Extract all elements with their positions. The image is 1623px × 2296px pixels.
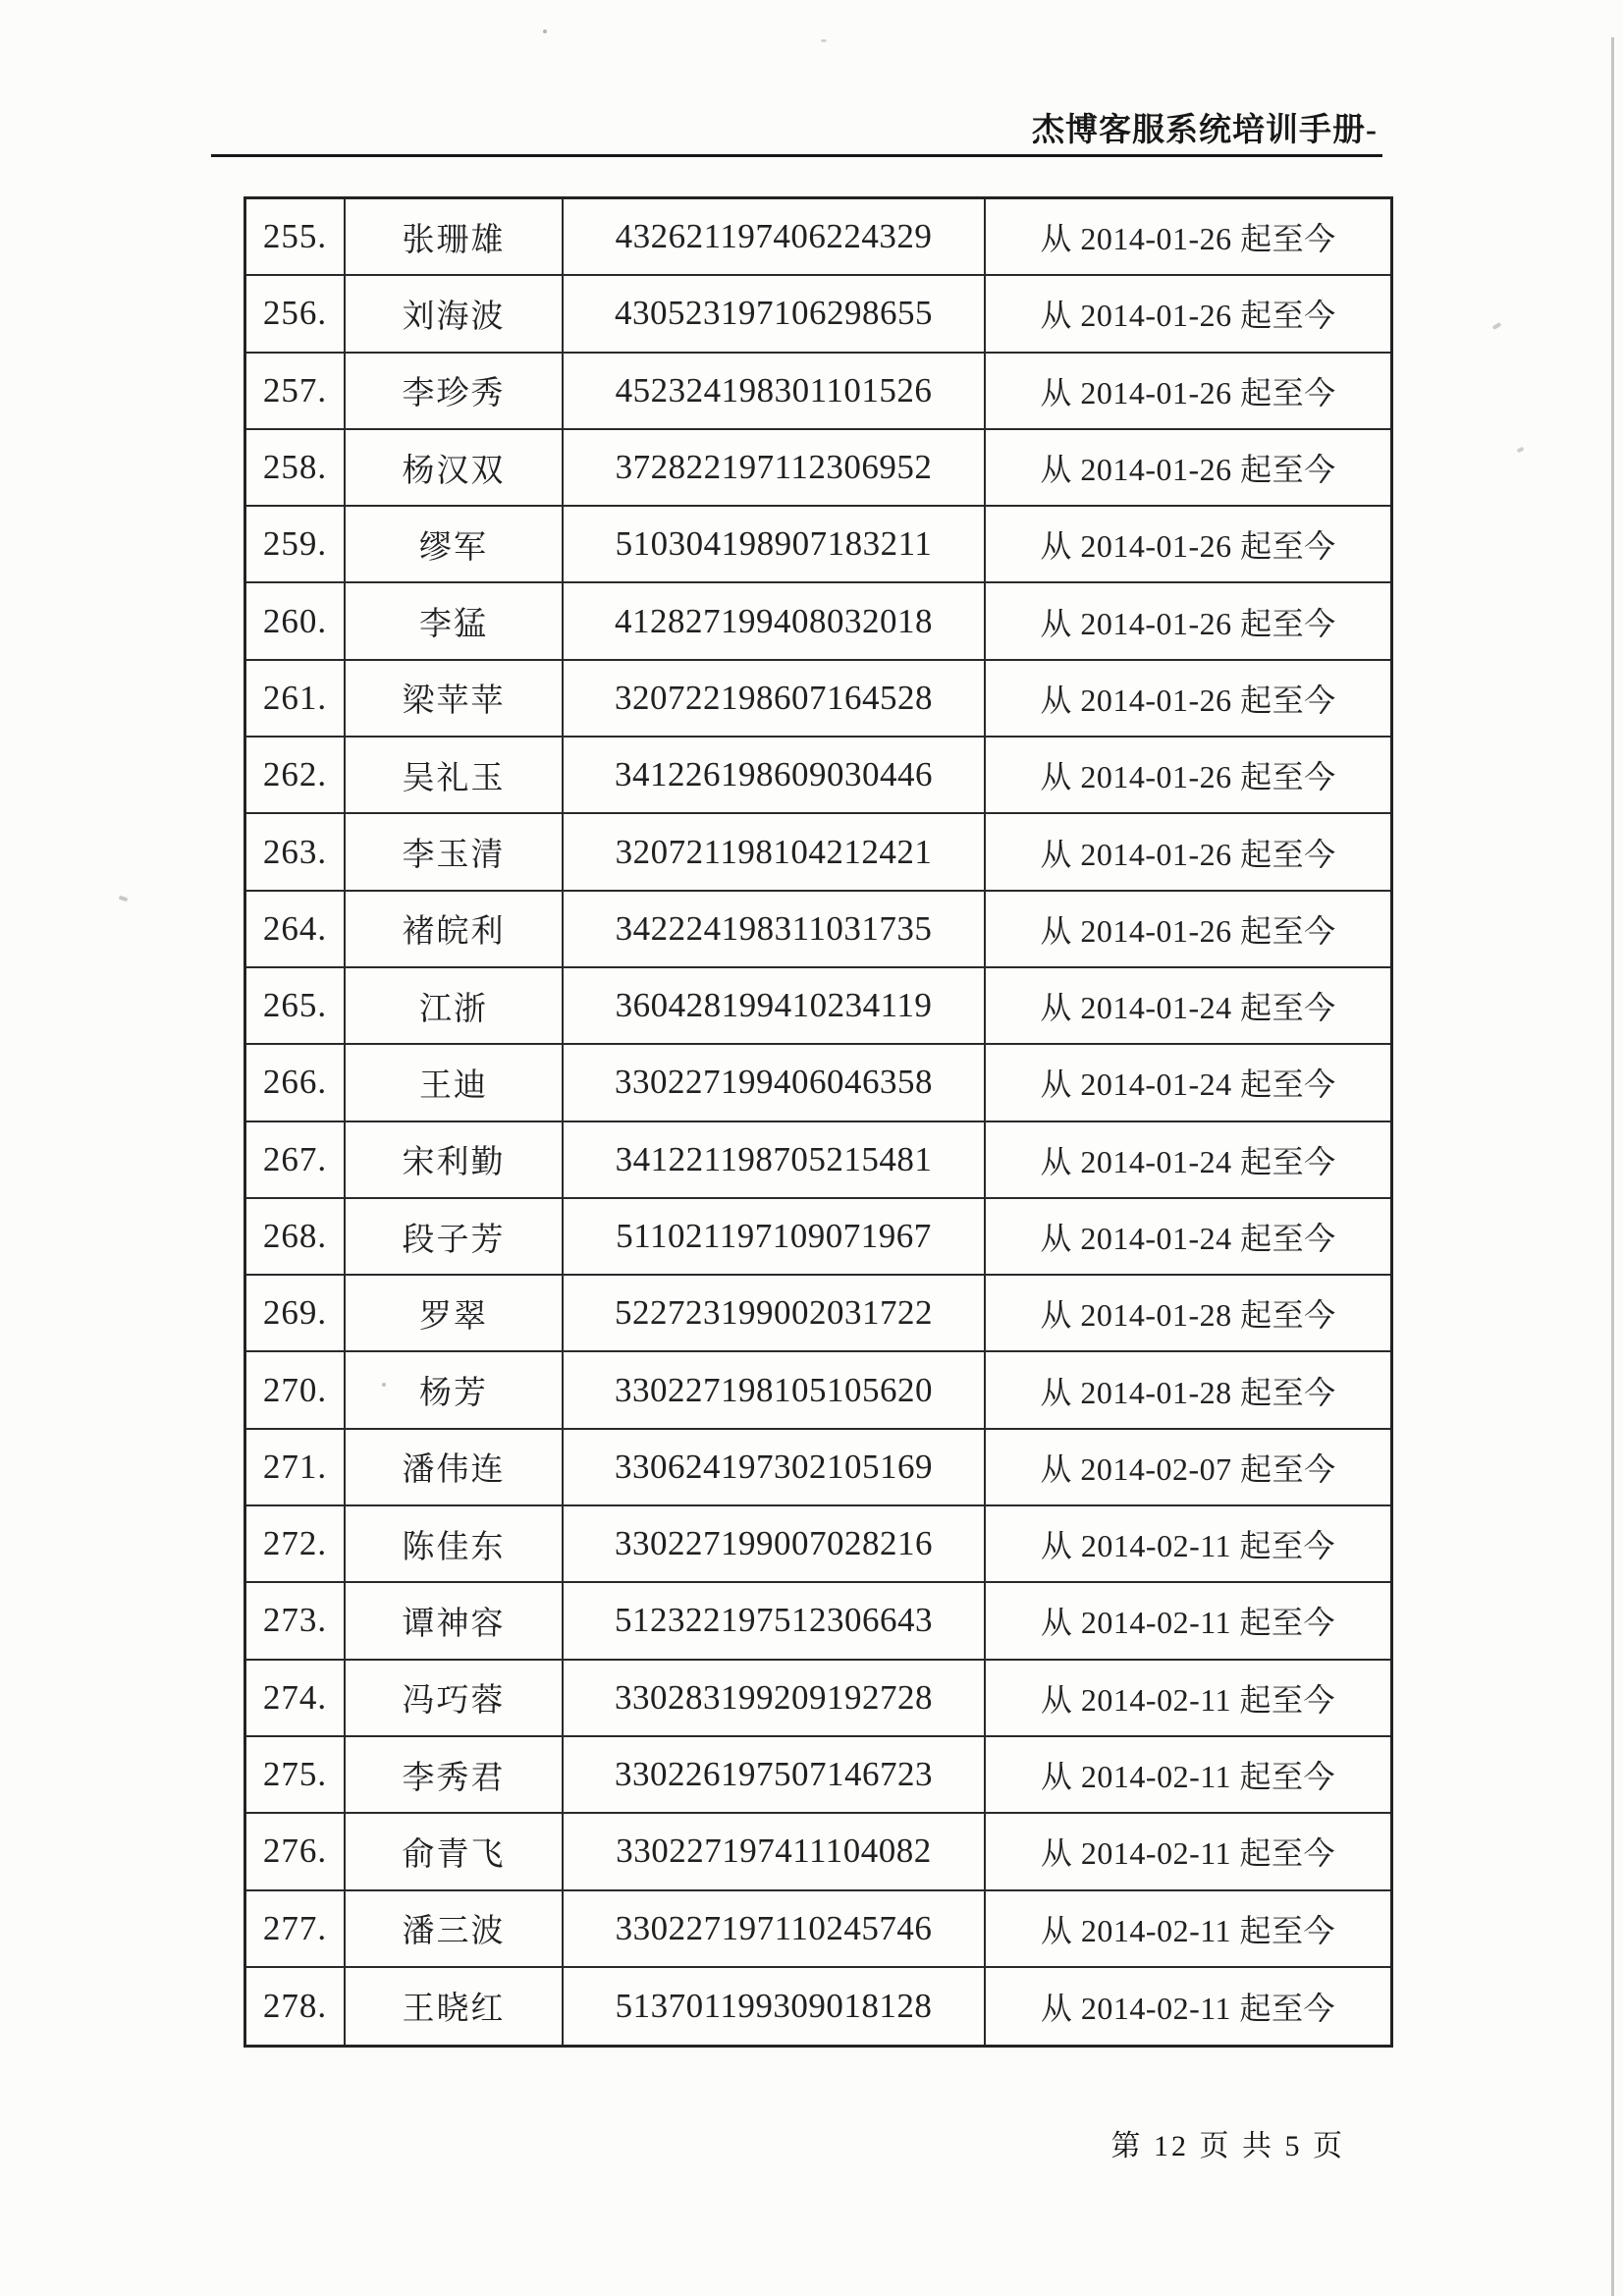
employment-period: 从 2014-02-11 起至今 bbox=[986, 1661, 1390, 1737]
employment-period: 从 2014-02-11 起至今 bbox=[986, 1814, 1390, 1890]
page-title: 杰博客服系统培训手册- bbox=[1032, 113, 1378, 148]
person-name: 江浙 bbox=[346, 968, 564, 1045]
person-name: 缪军 bbox=[346, 507, 564, 583]
page-number: 第 12 页 共 5 页 bbox=[1110, 2130, 1345, 2162]
id-number: 511021197109071967 bbox=[564, 1199, 986, 1276]
employment-period: 从 2014-01-28 起至今 bbox=[986, 1352, 1390, 1429]
employment-period: 从 2014-02-11 起至今 bbox=[986, 1891, 1390, 1968]
person-name: 吴礼玉 bbox=[346, 738, 564, 814]
header-rule bbox=[211, 154, 1382, 157]
person-name: 李玉清 bbox=[346, 814, 564, 891]
row-number: 269. bbox=[246, 1276, 346, 1352]
employment-period: 从 2014-01-26 起至今 bbox=[986, 892, 1390, 968]
id-number: 330283199209192728 bbox=[564, 1661, 986, 1737]
person-name: 刘海波 bbox=[346, 276, 564, 353]
person-name: 宋利勤 bbox=[346, 1122, 564, 1199]
row-number: 266. bbox=[246, 1045, 346, 1121]
person-name: 王迪 bbox=[346, 1045, 564, 1121]
id-number: 452324198301101526 bbox=[564, 354, 986, 430]
id-number: 372822197112306952 bbox=[564, 430, 986, 507]
employment-period: 从 2014-02-11 起至今 bbox=[1040, 1990, 1336, 2026]
person-name: 陈佳东 bbox=[346, 1506, 564, 1583]
employment-period: 从 2014-01-26 起至今 bbox=[986, 661, 1390, 738]
person-name: 梁苹苹 bbox=[346, 661, 564, 738]
row-number: 271. bbox=[246, 1430, 346, 1506]
id-number: 360428199410234119 bbox=[564, 968, 986, 1045]
person-name: 俞青飞 bbox=[346, 1814, 564, 1890]
row-number: 272. bbox=[246, 1506, 346, 1583]
employment-period: 从 2014-02-07 起至今 bbox=[986, 1430, 1390, 1506]
row-number: 276. bbox=[246, 1814, 346, 1890]
person-name: 张珊雄 bbox=[346, 199, 564, 276]
row-number: 256. bbox=[246, 276, 346, 353]
scan-speck bbox=[821, 39, 827, 42]
employment-period: 从 2014-01-26 起至今 bbox=[986, 199, 1390, 276]
id-number: 330227199007028216 bbox=[564, 1506, 986, 1583]
employment-period: 从 2014-01-26 起至今 bbox=[986, 507, 1390, 583]
scan-edge-artifact bbox=[1611, 37, 1614, 2296]
employment-period: 从 2014-01-26 起至今 bbox=[986, 430, 1390, 507]
row-number: 263. bbox=[246, 814, 346, 891]
employment-period: 从 2014-01-26 起至今 bbox=[986, 583, 1390, 660]
person-name: 李珍秀 bbox=[346, 354, 564, 430]
row-number: 264. bbox=[246, 892, 346, 968]
id-number: 330624197302105169 bbox=[564, 1430, 986, 1506]
id-number: 342224198311031735 bbox=[564, 892, 986, 968]
row-number: 277. bbox=[246, 1891, 346, 1968]
employment-period: 从 2014-01-24 起至今 bbox=[986, 1045, 1390, 1121]
person-name: 王晓红 bbox=[346, 1968, 564, 2045]
person-name: 谭神容 bbox=[346, 1583, 564, 1660]
row-number: 270. bbox=[246, 1352, 346, 1429]
row-number: 267. bbox=[246, 1122, 346, 1199]
person-name: 潘伟连 bbox=[346, 1430, 564, 1506]
employment-period: 从 2014-02-11 起至今 bbox=[986, 1506, 1390, 1583]
row-number: 260. bbox=[246, 583, 346, 660]
id-number: 330227198105105620 bbox=[564, 1352, 986, 1429]
scan-speck bbox=[1492, 322, 1502, 330]
personnel-roster-table bbox=[243, 196, 1393, 2048]
person-name: 潘三波 bbox=[346, 1891, 564, 1968]
person-name: 李秀君 bbox=[346, 1737, 564, 1814]
id-number: 412827199408032018 bbox=[564, 583, 986, 660]
id-number: 341221198705215481 bbox=[564, 1122, 986, 1199]
employment-period: 从 2014-01-28 起至今 bbox=[986, 1276, 1390, 1352]
person-name: 罗翠 bbox=[346, 1276, 564, 1352]
scan-speck bbox=[382, 1383, 386, 1387]
id-number: 341226198609030446 bbox=[564, 738, 986, 814]
employment-period: 从 2014-01-24 起至今 bbox=[986, 1199, 1390, 1276]
scan-speck bbox=[1516, 447, 1524, 454]
row-number: 265. bbox=[246, 968, 346, 1045]
row-number: 255. bbox=[246, 199, 346, 276]
id-number: 330226197507146723 bbox=[564, 1737, 986, 1814]
employment-period: 从 2014-01-26 起至今 bbox=[986, 738, 1390, 814]
row-number: 262. bbox=[246, 738, 346, 814]
row-number: 275. bbox=[246, 1737, 346, 1814]
row-number: 268. bbox=[246, 1199, 346, 1276]
person-name: 李猛 bbox=[346, 583, 564, 660]
employment-period: 从 2014-01-26 起至今 bbox=[986, 354, 1390, 430]
person-name: 段子芳 bbox=[346, 1199, 564, 1276]
person-name: 杨芳 bbox=[346, 1352, 564, 1429]
id-number: 430523197106298655 bbox=[564, 276, 986, 353]
employment-period: 从 2014-02-11 起至今 bbox=[986, 1583, 1390, 1660]
employment-period: 从 2014-01-24 起至今 bbox=[986, 968, 1390, 1045]
id-number: 512322197512306643 bbox=[564, 1583, 986, 1660]
id-number: 432621197406224329 bbox=[564, 199, 986, 276]
employment-period: 从 2014-01-26 起至今 bbox=[986, 814, 1390, 891]
row-number: 258. bbox=[246, 430, 346, 507]
row-number: 261. bbox=[246, 661, 346, 738]
row-number: 257. bbox=[246, 354, 346, 430]
row-number: 273. bbox=[246, 1583, 346, 1660]
employment-period: 从 2014-01-24 起至今 bbox=[986, 1122, 1390, 1199]
id-number: 513701199309018128 bbox=[564, 1968, 986, 2045]
id-number: 320721198104212421 bbox=[564, 814, 986, 891]
id-number: 320722198607164528 bbox=[564, 661, 986, 738]
person-name: 杨汉双 bbox=[346, 430, 564, 507]
id-number: 330227197411104082 bbox=[564, 1814, 986, 1890]
employment-period: 从 2014-02-11 起至今 bbox=[986, 1737, 1390, 1814]
scan-speck bbox=[119, 896, 129, 902]
row-number: 278. bbox=[246, 1968, 346, 2045]
scan-speck bbox=[543, 29, 547, 33]
row-number: 274. bbox=[246, 1661, 346, 1737]
id-number: 330227197110245746 bbox=[564, 1891, 986, 1968]
id-number: 510304198907183211 bbox=[564, 507, 986, 583]
person-name: 褚皖利 bbox=[346, 892, 564, 968]
id-number: 522723199002031722 bbox=[564, 1276, 986, 1352]
person-name: 冯巧蓉 bbox=[346, 1661, 564, 1737]
employment-period: 从 2014-01-26 起至今 bbox=[986, 276, 1390, 353]
row-number: 259. bbox=[246, 507, 346, 583]
id-number: 330227199406046358 bbox=[564, 1045, 986, 1121]
